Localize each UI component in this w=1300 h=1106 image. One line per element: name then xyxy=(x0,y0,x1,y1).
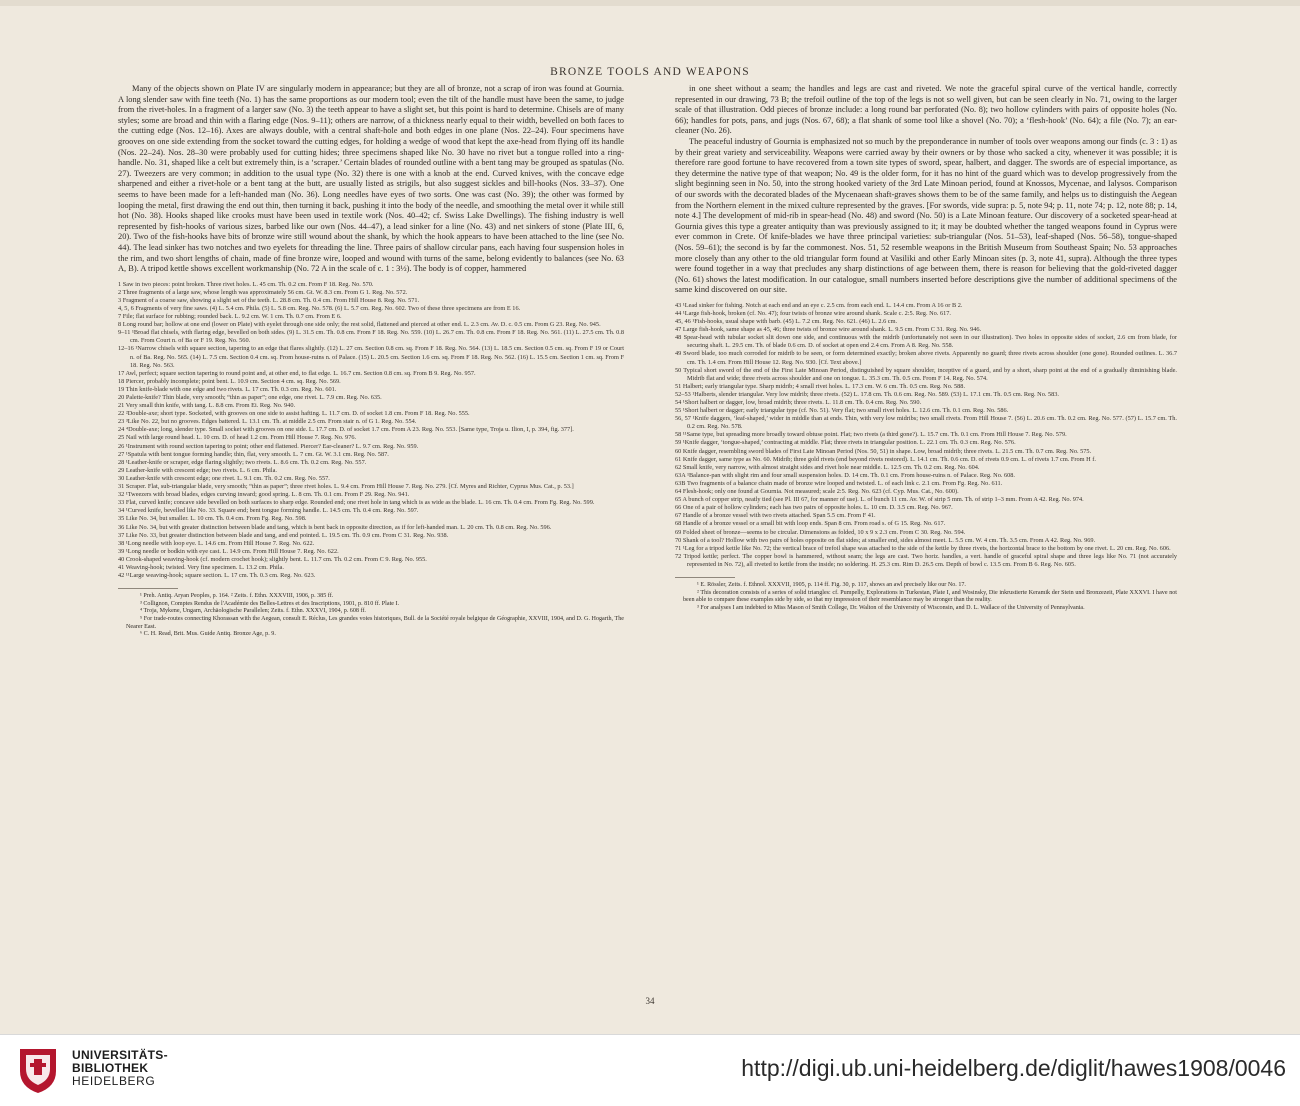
footnote: ³ For analyses I am indebted to Miss Mason of Smith College, Dr. Walton of the University of Wisconsin, and D. L. Wallace of the University of Pennsylvania. xyxy=(697,604,1085,611)
catalogue-entry: 67 Handle of a bronze vessel with two rivets attached. Span 5.5 cm. From F 41. xyxy=(675,512,876,520)
catalogue-entry: 72 Tripod kettle; perfect. The copper bowl is hammered, without seam; the legs are cast. Two horiz. handles, a vert. handle of graceful spiral shape and three legs like No. 71 (not accurately represented in No. 72), all riveted to kettle from the inside; no soldering. H. 25.3 cm. Rim D. 26.5 cm. Depth of bowl c. 13.5 cm. From B 6. Reg. No. 605. xyxy=(675,552,1177,568)
catalogue-entry: 49 Sword blade, too much corroded for midrib to be seen, or form determined exactly; broken above rivets. Apparently no guard; three rivets across shoulder (one gone). Rounded outlines. L. 36.7 cm. Th. 1.4 cm. From Hill House 12. Reg. No. 930. [Cf. Text above.] xyxy=(675,350,1177,366)
catalogue-entry: 7 File; flat surface for rubbing; rounded back. L. 9.2 cm. W. 1 cm. Th. 0.7 cm. From E 6. xyxy=(118,313,342,321)
catalogue-entry: 63A ¹Balance-pan with slight rim and four small suspension holes. D. 14 cm. Th. 0.1 cm. From house-ruins n. of Palace. Reg. No. 608. xyxy=(675,471,1016,479)
catalogue-entry: 12–16 ¹Narrow chisels with square section, tapering to an edge that flares slightly. (12) L. 27 cm. Section 0.8 cm. sq. From F 18. Reg. No. 564. (13) L. 18.5 cm. Section 0.5 cm. sq. From F 19 or Court n. of Ba. Reg. No. 565. (14) L. 7.5 cm. Section 0.4 cm. sq. From house-ruins n. of Palace. (15) L. 20.5 cm. Section 1.6 cm. sq. From F 18. Reg. No. 562. (16) L. 15.5 cm. Section 1 cm. sq. From F 18. Reg. No. 563. xyxy=(118,345,624,369)
footnote-rule xyxy=(675,577,735,578)
body-paragraph: in one sheet without a seam; the handles and legs are cast and riveted. We note the graceful spiral curve of the vertical handle, correctly represented in our drawing, 73 B; the trefoil outline of the top of the legs is not so well given, but can be seen clearly in No. 71, owing to the larger scale of that illustration. Odd pieces of bronze include: a long round bar perforated (No. 8); two hollow cylinders with pairs of opposite holes (No. 66); handles for pots, pans, and jugs (Nos. 67, 68); a flat shank of some tool like a shovel (No. 70); a ‘flesh-hook’ (No. 64); a file (No. 7); an ear-cleaner (No. 26). xyxy=(675,84,1177,136)
catalogue-entry: 62 Small knife, very narrow, with almost straight sides and rivet hole near middle. L. 12.5 cm. Th. 0.2 cm. Reg. No. 604. xyxy=(675,463,980,471)
catalogue-entry: 35 Like No. 34, but smaller. L. 10 cm. Th. 0.4 cm. From Fg. Reg. No. 598. xyxy=(118,515,307,523)
catalogue-entry: 51 Halbert; early triangular type. Sharp midrib; 4 small rivet holes. L. 17.3 cm. W. 6 cm. Th. 0.5 cm. Reg. No. 588. xyxy=(675,382,966,390)
catalogue-entry: 20 Palette-knife? Thin blade, very smooth; “thin as paper”; one edge, one rivet. L. 7.9 cm. Reg. No. 635. xyxy=(118,394,382,401)
footnote: ¹ E. Rössler, Zeits. f. Ethnol. XXXVII, 1905, p. 114 ff. Fig. 30, p. 117, shows an awl precisely like our No. 17. xyxy=(697,581,966,588)
permalink-url[interactable]: http://digi.ub.uni-heidelberg.de/diglit/hawes1908/0046 xyxy=(741,1055,1286,1081)
body-paragraph: The peaceful industry of Gournia is emphasized not so much by the preponderance in number of tools over weapons among our finds (c. 3 : 1) as by their great variety and serviceability. Weapons were carried away by their owners or by those who sacked a city, whenever it was possible; it is therefore rare good fortune to have recovered from a town site types of sword, spear, halbert, and dagger. The swords are of especial importance, as they determine the native type of that weapon; No. 49 is the older form, for it has no hint of the guard which was to develop progressively from the slight beginning seen in No. 50, into the strong hooked variety of the 3rd Late Minoan period, found at Knossos, Mycenae, and Ialysos. Comparison of our swords with the decorated blades of the Mycenaean shaft-graves shows them to be of the same family, and helps us to distinguish the Aegean from the Northern element in the mixed culture represented by the graves. [For swords, vide supra: p. 5, note 94; p. 11, note 74; p. 12, note 88; p. 14, note 4.] The development of mid-rib in spear-head (No. 48) and sword (No. 50) is a Late Minoan feature. Our discovery of a socketed spear-head at Gournia gives this type a greater antiquity than was previously assigned to it; it may be doubted whether the tanged weapons found in Cyprus were ever common in Crete. Of knife-blades we have three principal varieties: sub-triangular (Nos. 51–53), leaf-shaped (Nos. 56–58), tongue-shaped (Nos. 59–61); the second is by far the commonest. Nos. 51, 52 resemble weapons in the British Museum from Southeast Spain; No. 53 approaches more closely than any other to the old triangular form found at Vasiliki and other Early Minoan sites (p. 3, note 41, supra). Although the three types were found together in a way that precludes any sharp distinctions of age between them, there is reason for believing that the gold-riveted dagger (No. 61) shows the latest modification. In our catalogue, small numbers inserted before descriptions give the number of additional specimens of the same kind discovered on our site. xyxy=(675,136,1177,295)
catalogue-entry: 42 ¹¹Large weaving-hook; square section. L. 17 cm. Th. 0.3 cm. Reg. No. 623. xyxy=(118,572,316,580)
catalogue-entry: 58 ¹¹Same type, but spreading more broadly toward obtuse point. Flat; two rivets (a third gone?). L. 15.7 cm. Th. 0.1 cm. From Hill House 7. Reg. No. 579. xyxy=(675,431,1067,439)
catalogue-entry: 4, 5, 6 Fragments of very fine saws. (4) L. 5.4 cm. Phila. (5) L. 5.8 cm. Reg. No. 578. (6) L. 5.7 cm. Reg. No. 602. Two of these three specimens are from E 16. xyxy=(118,304,521,312)
catalogue-entry: 24 ⁴Double-axe; long, slender type. Small socket with grooves on one side. L. 17.7 cm. D. of socket 1.7 cm. From A 23. Reg. No. 553. [Same type, Troja u. Ilion, I, p. 394, fig. 377]. xyxy=(118,426,574,434)
catalogue-entry: 68 Handle of a bronze vessel or a small bit with loop ends. Span 8 cm. From road s. of G 15. Reg. No. 617. xyxy=(675,520,946,528)
catalogue-entry: 22 ²Double-axe; short type. Socketed, with grooves on one side to assist hafting. L. 11.7 cm. D. of socket 1.8 cm. From F 18. Reg. No. 555. xyxy=(118,410,470,418)
page-number: 34 xyxy=(645,996,655,1006)
catalogue-entry: 29 Leather-knife with crescent edge; two rivets. L. 6 cm. Phila. xyxy=(118,466,277,474)
catalogue-entry: 43 ¹Lead sinker for fishing. Notch at each end and an eye c. 2.5 cm. from each end. L. 14.4 cm. From A 16 or B 2. xyxy=(675,301,963,309)
footnotes-right xyxy=(675,582,1177,612)
catalogue-entry: 59 ¹Knife dagger, ‘tongue-shaped,’ contracting at middle. Flat; three rivets in triangular position. L. 22.1 cm. Th. 0.3 cm. Reg. No. 576. xyxy=(675,439,1016,447)
catalogue-notes-right xyxy=(675,302,1177,569)
footnote: ⁴ Troja, Mykene, Ungarn, Archäologische Parallelen; Zeits. f. Ethn. XXXVI, 1904, p. 608 ff. xyxy=(140,608,366,615)
catalogue-entry: 63B Two fragments of a balance chain made of bronze wire looped and twisted. L. of each link c. 2.1 cm. From Fg. Reg. No. 611. xyxy=(675,479,1003,487)
catalogue-entry: 65 A bunch of copper strip, neatly tied (see Pl. III 67, for manner of use). L. of bunch 11 cm. Av. W. of strip 5 mm. Th. of strip 1–3 mm. From A 42. Reg. No. 974. xyxy=(675,496,1084,504)
footnote: ⁵ For trade-routes connecting Khorassan with the Aegean, consult E. Réclus, Les grandes voies historiques, Bull. de la Société royale belgique de Géographie, XXVIII, 1904, and D. G. Hogarth, The Nearer East. xyxy=(126,615,624,630)
catalogue-entry: 64 Flesh-hook; only one found at Gournia. Not measured; scale 2:5. Reg. No. 623 (cf. Cyp. Mus. Cat., No. 600). xyxy=(675,488,959,496)
catalogue-entry: 54 ¹Short halbert or dagger, low, broad midrib; three rivets. L. 11.8 cm. Th. 0.4 cm. Reg. No. 590. xyxy=(675,399,922,406)
library-name-line: UNIVERSITÄTS- xyxy=(72,1048,168,1062)
footnote: ³ Collignon, Comptes Rendus de l'Académie des Belles-Lettres et des Inscriptions, 1901, p. 810 ff. Plate I. xyxy=(140,600,400,607)
footnote: ² This decoration consists of a series of solid triangles: cf. Pumpelly, Explorations in Turkestan, Plate I, and Wosinsky, Die inkrustierte Keramik der Stein und Bronzezeit, Plate XXXVI. I have not been able to compare these examples side by side, so that my impression of their resemblance may be stronger than the reality. xyxy=(683,589,1177,604)
catalogue-entry: 48 Spear-head with tubular socket slit down one side, and continuous with the midrib (unfortunately not seen in our illustration). Two holes in opposite sides of socket, 2.6 cm from blade, for securing shaft. L. 29.5 cm. Th. of blade 0.6 cm. D. of socket at open end 2.4 cm. From A 8. Reg. No. 558. xyxy=(675,334,1177,350)
catalogue-entry: 3 Fragment of a coarse saw, showing a slight set of the teeth. L. 28.8 cm. Th. 0.4 cm. From Hill House 8. Reg. No. 571. xyxy=(118,296,420,304)
running-head: BRONZE TOOLS AND WEAPONS xyxy=(550,66,750,78)
catalogue-entry: 2 Three fragments of a large saw, whose length was approximately 56 cm. Gt. W. 8.3 cm. From G 1. Reg. No. 572. xyxy=(118,288,408,296)
left-column xyxy=(118,84,624,639)
catalogue-entry: 61 Knife dagger, same type as No. 60. Midrib; three gold rivets (end beyond rivets restored). L. 14.1 cm. Th. 0.6 cm. D. of rivets 0.9 cm. L. of rivets 1.7 cm. From H f. xyxy=(675,455,1096,463)
catalogue-entry: 56, 57 ¹Knife daggers, ‘leaf-shaped,’ wider in middle than at ends. Thin, with very low midribs; two small rivets. From Hill House 7. (56) L. 20.6 cm. Th. 0.2 cm. Reg. No. 577. (57) L. 15.7 cm. Th. 0.2 cm. Reg. No. 578. xyxy=(675,415,1177,431)
footnote: ⁶ C. H. Read, Brit. Mus. Guide Antiq. Bronze Age, p. 9. xyxy=(140,631,276,638)
catalogue-entry: 60 Knife dagger, resembling sword blades of First Late Minoan Period (Nos. 50, 51) in shape. Low, broad midrib; three rivets. L. 21.5 cm. Th. 0.7 cm. Reg. No. 575. xyxy=(675,447,1092,455)
catalogue-entry: 41 Weaving-hook; twisted. Very fine specimen. L. 13.2 cm. Phila. xyxy=(118,563,284,571)
page-edge xyxy=(0,0,1300,6)
catalogue-entry: 69 Folded sheet of bronze—seems to be circular. Dimensions as folded, 10 x 9 x 2.3 cm. From C 30. Reg. No. 594. xyxy=(675,528,966,536)
university-seal-icon xyxy=(12,1045,64,1095)
catalogue-entry: 28 ¹Leather-knife or scraper, edge flaring slightly; two rivets. L. 8.6 cm. Th. 0.2 cm. Reg. No. 557. xyxy=(118,458,367,466)
footnote: ¹ Preh. Antiq. Aryan Peoples, p. 164. ² Zeits. f. Ethn. XXXVIII, 1906, p. 385 ff. xyxy=(140,593,334,600)
catalogue-entry: 19 Thin knife-blade with one edge and two rivets. L. 17 cm. Th. 0.3 cm. Reg. No. 601. xyxy=(118,385,337,393)
library-name-line: BIBLIOTHEK xyxy=(72,1061,149,1075)
catalogue-entry: 8 Long round bar; hollow at one end (lower on Plate) with eyelet through one side only; the rest solid, flattened and pierced at other end. L. 2.3 cm. Av. D. c. 0.5 cm. From G 23. Reg. No. 945. xyxy=(118,321,601,329)
library-name-line: HEIDELBERG xyxy=(72,1074,156,1088)
catalogue-entry: 1 Saw in two pieces: point broken. Three rivet holes. L. 45 cm. Th. 0.2 cm. From F 18. Reg. No. 570. xyxy=(118,280,374,288)
catalogue-entry: 30 Leather-knife with crescent edge; one rivet. L. 9.1 cm. Th. 0.2 cm. Reg. No. 557. xyxy=(118,474,330,482)
catalogue-entry: 25 Nail with large round head. L. 10 cm. D. of head 1.2 cm. From Hill House 7. Reg. No. 976. xyxy=(118,434,357,442)
catalogue-entry: 70 Shank of a tool? Hollow with two pairs of holes opposite on flat sides; at smaller end, sides almost meet. L. 5.5 cm. W. 4 cm. Th. 3.5 cm. From A 42. Reg. No. 969. xyxy=(675,536,1096,544)
catalogue-entry: 40 Crook-shaped weaving-hook (cf. modern crochet hook); slightly bent. L. 11.7 cm. Th. 0.2 cm. From C 9. Reg. No. 955. xyxy=(118,555,427,563)
catalogue-entry: 31 Scraper. Flat, sub-triangular blade, very smooth; “thin as paper”; three rivet holes. L. 9.4 cm. From Hill House 7. Reg. No. 279. [Cf. Myres and Richter, Cyprus Mus. Cat., p. 53.] xyxy=(118,483,574,491)
body-paragraph: Many of the objects shown on Plate IV are singularly modern in appearance; but they are all of bronze, not a scrap of iron was found at Gournia. A long slender saw with fine teeth (No. 1) has the same proportions as our modern tool; even the tilt of the handle must have been the same, to judge from the rivet-holes. In a fragment of a larger saw (No. 3) the teeth appear to have a slight set, but this point is hard to determine. Chisels are of many styles; some are broad and thin with a flaring edge (Nos. 9–11); others are narrow, of a thickness nearly equal to their width, bevelled on both faces to the cutting edge (Nos. 12–16). Axes are always double, with a central shaft-hole and both edges in one plane (Nos. 22–24). Four specimens have grooves on one side extending from the socket toward the cutting edges, for holding a wedge of wood that kept the axe-head from flying off its handle (Nos. 22–24). Nos. 28–30 were probably used for cutting hides; three specimens shaped like No. 30 have no rivet but a tongue rolled into a ring-handle. No. 31, shaped like a celt but extremely thin, is a ‘scraper.’ Certain blades of rounded outline with a bent tang may be grouped as spatulas (No. 27). Tweezers are very common; in addition to the usual type (No. 32) there is one with a knob at the end. Curved knives, with the concave edge sharpened and either a rivet-hole or a bent tang at the butt, are usually listed as strigils, but also suggest sickles and bill-hooks (Nos. 33–37). One seems to have been made for a left-handed man (No. 36). Long needles have eyes of two sorts. One was cast (No. 39); the other was formed by looping the metal, first drawing the end out thin, then turning it back, pushing it into the body of the needle, and smoothing the metal over it while still hot (No. 38). Hooks shaped like crooks must have been used in textile work (Nos. 40–42; cf. Swiss Lake Dwellings). The fishing industry is well represented by fish-hooks of various sizes, barbed like our own (Nos. 44–47), a lead sinker for a line (No. 43) and net sinkers of stone (Plate III, 6, 20). Two of the fish-hooks have bits of bronze wire still wound about the shank, by which the hook appears to have been attached to the line (see No. 44). The lead sinker has two notches and two eyelets for threading the line. Three pairs of shallow circular pans, each having four suspension holes in the rim, and two short lengths of chain, made of fine bronze wire, looped and wound with turns of the same, belong evidently to balances (see No. 63 A, B). A tripod kettle shows excellent workmanship (No. 72 A in the scale of c. 1 : 3½). The body is of copper, hammered xyxy=(118,84,624,274)
catalogue-entry: 38 ¹Long needle with loop eye. L. 14.6 cm. From Hill House 7. Reg. No. 622. xyxy=(118,539,315,547)
catalogue-entry: 26 ¹Instrument with round section tapering to point; other end flattened. Piercer? Ear-cleaner? L. 9.7 cm. Reg. No. 959. xyxy=(118,442,419,450)
catalogue-entry: 37 Like No. 33, but greater distinction between blade and tang, and end pointed. L. 19.5 cm. Th. 0.9 cm. From C 31. Reg. No. 938. xyxy=(118,531,449,539)
catalogue-entry: 34 ¹Curved knife, bevelled like No. 33. Square end; bent tongue forming handle. L. 14.5 cm. Th. 0.4 cm. Reg. No. 597. xyxy=(118,507,419,515)
footnotes-left xyxy=(118,593,624,639)
catalogue-entry: 71 ¹Leg for a tripod kettle like No. 72; the vertical brace of trefoil shape was attached to the side of the kettle by three rivets, the horizontal brace to the bottom by one rivet. L. 20 cm. Reg. No. 606. xyxy=(675,544,1171,552)
catalogue-entry: 44 ¹Large fish-hook, broken (cf. No. 47); four twists of bronze wire around shank. Scale c. 2:5. Reg. No. 617. xyxy=(675,309,951,317)
catalogue-entry: 45, 46 ¹Fish-hooks, usual shape with barb. (45) L. 7.2 cm. Reg. No. 621. (46) L. 2.6 cm. xyxy=(675,318,898,326)
catalogue-entry: 9–11 ¹Broad flat chisels, with flaring edge, bevelled on both sides. (9) L. 31.5 cm. Th. 0.8 cm. From F 18. Reg. No. 559. (10) L. 26.7 cm. Th. 0.8 cm. From F 18. Reg. No. 561. (11) L. 27.5 cm. Th. 0.8 cm. From Court n. of Ba or F 19. Reg. No. 560. xyxy=(118,329,624,345)
catalogue-entry: 36 Like No. 34, but with greater distinction between blade and tang, which is bent back in opposite direction, as if for left-handed man. L. 20 cm. Th. 0.8 cm. Reg. No. 596. xyxy=(118,523,552,531)
catalogue-entry: 18 Piercer, probably incomplete; point bent. L. 10.9 cm. Section 4 cm. sq. Reg. No. 569. xyxy=(118,377,341,385)
footnote-rule xyxy=(118,588,178,589)
library-name xyxy=(72,1049,168,1088)
catalogue-entry: 33 Flat, curved knife; concave side bevelled on both surfaces to sharp edge. Rounded end; one rivet hole in tang which is as wide as the blade. L. 16 cm. Th. 0.4 cm. From Fg. Reg. No. 599. xyxy=(118,499,595,507)
catalogue-entry: 21 Very small thin knife, with tang. L. 8.8 cm. From Ei. Reg. No. 940. xyxy=(118,402,296,410)
catalogue-entry: 52–53 ¹Halberts, slender triangular. Very low midrib; three rivets. (52) L. 17.8 cm. Th. 0.6 cm. Reg. No. 589. (53) L. 17.1 cm. Th. 0.5 cm. Reg. No. 583. xyxy=(675,390,1060,398)
catalogue-entry: 55 ¹Short halbert or dagger; early triangular type (cf. No. 51). Very flat; two small rivet holes. L. 12.6 cm. Th. 0.1 cm. Reg. No. 586. xyxy=(675,407,1009,415)
catalogue-entry: 39 ¹Long needle or bodkin with eye cast. L. 14.9 cm. From Hill House 7. Reg. No. 622. xyxy=(118,547,339,555)
catalogue-entry: 66 One of a pair of hollow cylinders; each has two pairs of opposite holes. L. 10 cm. D. 3.5 cm. Reg. No. 967. xyxy=(675,504,953,512)
catalogue-entry: 23 ³Like No. 22, but no grooves. Edges battered. L. 13.1 cm. Th. at middle 2.5 cm. From stair n. of G 1. Reg. No. 554. xyxy=(118,418,417,426)
catalogue-entry: 50 Typical short sword of the end of the First Late Minoan Period, distinguished by square shoulder, inceptive of a guard, and by a short, sharp point at the end of a gradually diminishing blade. Midrib flat and wide; three rivets across shoulder and one on tongue. L. 35.3 cm. Th. 0.5 cm. From F 14. Reg. No. 574. xyxy=(675,366,1177,382)
library-footer xyxy=(0,1034,1300,1106)
catalogue-entry: 17 Awl, perfect; square section tapering to round point and, at other end, to flat edge. L. 16.7 cm. Section 0.8 cm. sq. From B 9. Reg. No. 957. xyxy=(118,369,476,377)
right-column xyxy=(675,84,1177,612)
catalogue-entry: 32 ¹Tweezers with broad blades, edges curving inward; good spring. L. 8 cm. Th. 0.1 cm. From F 29. Reg. No. 941. xyxy=(118,491,410,499)
catalogue-entry: 27 ¹Spatula with bent tongue forming handle; thin, flat, very smooth. L. 7 cm. Gt. W. 3.1 cm. Reg. No. 587. xyxy=(118,450,389,458)
catalogue-notes-left xyxy=(118,281,624,580)
catalogue-entry: 47 Large fish-hook, same shape as 45, 46; three twists of bronze wire around shank. L. 9.5 cm. From C 31. Reg. No. 946. xyxy=(675,326,982,334)
